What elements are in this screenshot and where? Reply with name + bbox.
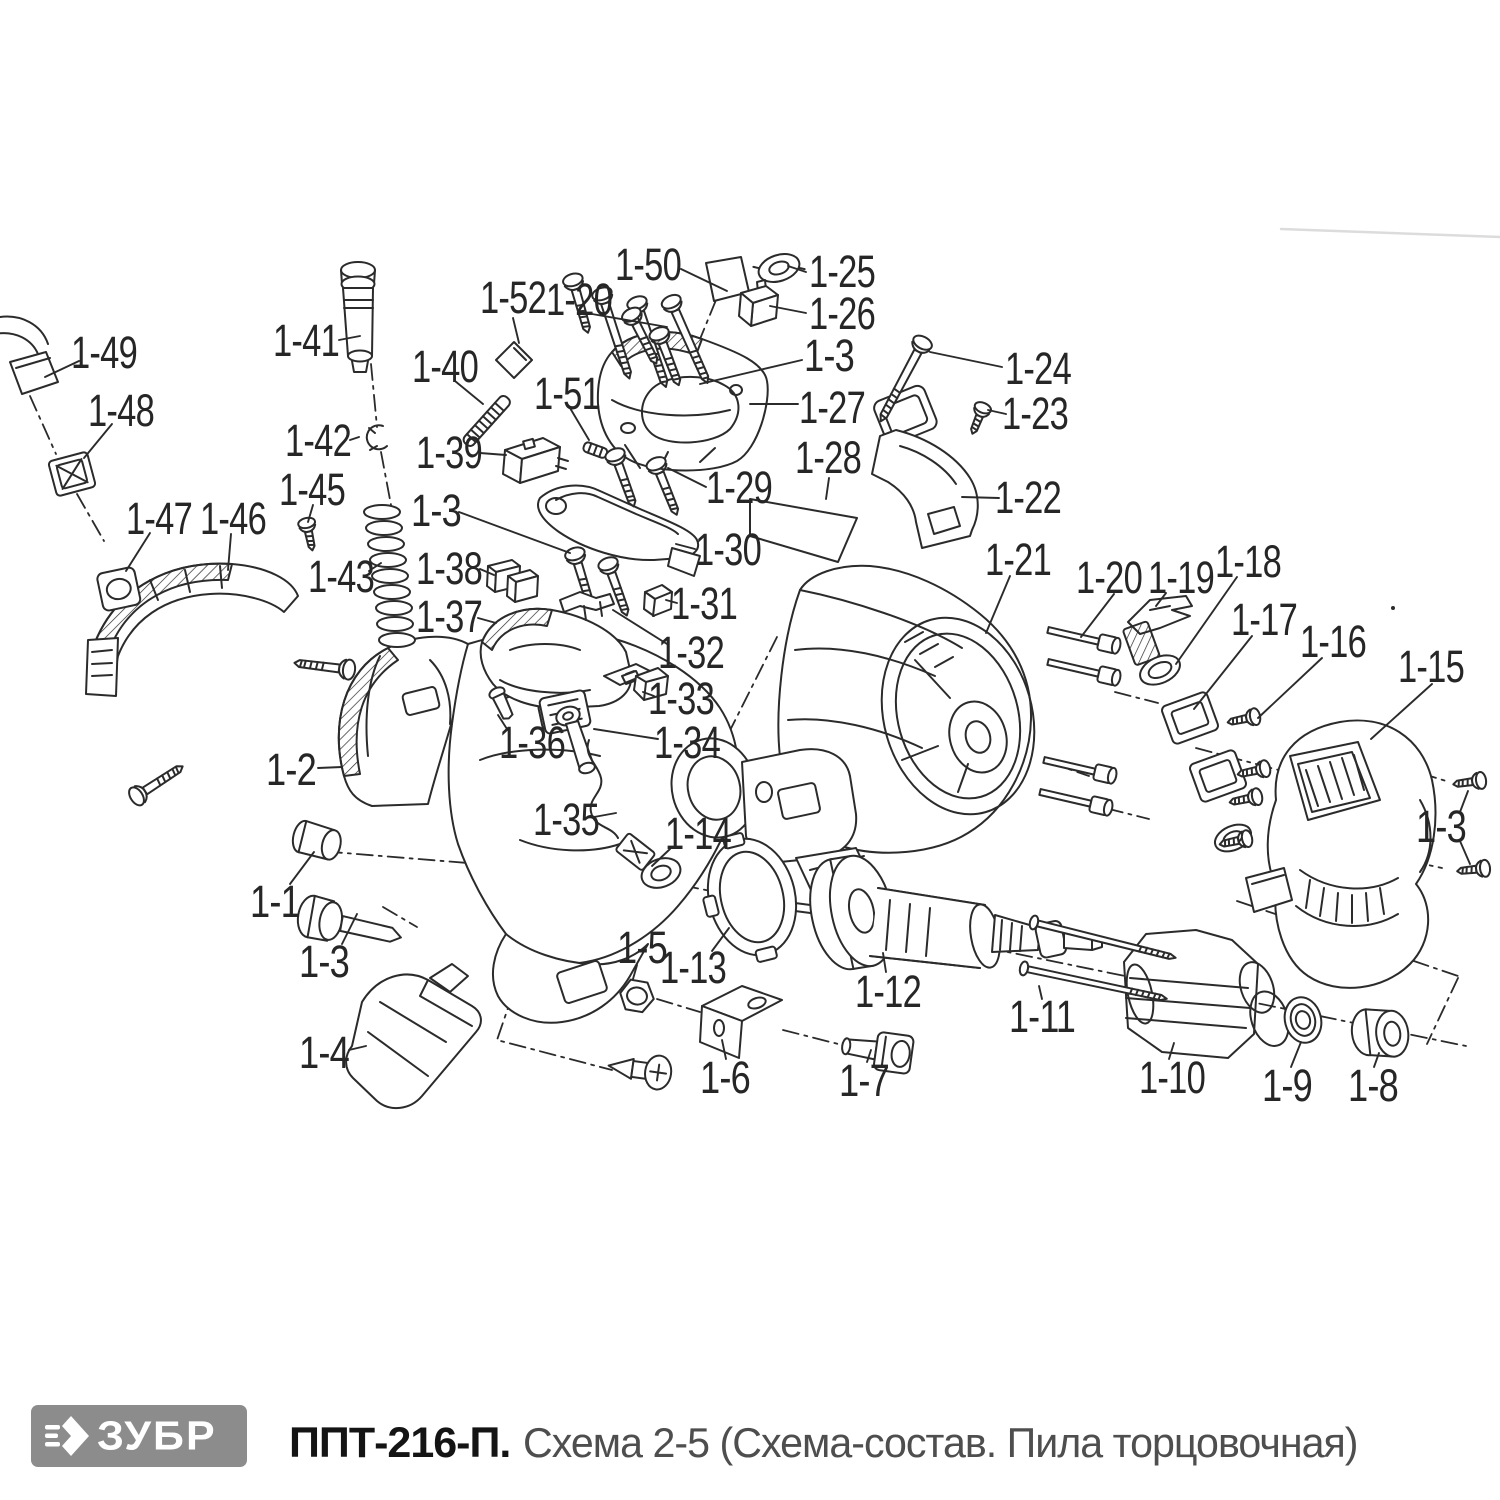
part-screw-1-44 xyxy=(293,653,356,680)
part-label-1-25: 1-25 xyxy=(809,246,875,297)
brand-logo-icon xyxy=(45,1413,89,1459)
part-sleeve xyxy=(1350,1005,1411,1061)
part-label-1-6: 1-6 xyxy=(700,1052,750,1103)
part-lock-lever xyxy=(538,486,700,576)
doc-model: ППТ-216-П. xyxy=(289,1418,511,1467)
part-label-1-43: 1-43 xyxy=(308,551,374,602)
part-label-1-16: 1-16 xyxy=(1300,616,1366,667)
part-gasket xyxy=(96,566,141,611)
part-label-1-3: 1-3 xyxy=(1416,801,1466,852)
part-chip-chute xyxy=(346,964,481,1108)
part-label-1-18: 1-18 xyxy=(1215,536,1281,587)
doc-title xyxy=(289,1386,1375,1500)
part-bushing xyxy=(290,819,344,862)
part-label-1-32: 1-32 xyxy=(658,627,724,678)
part-label-1-11: 1-11 xyxy=(1009,991,1075,1042)
part-brush-holder-a xyxy=(1161,691,1220,745)
part-label-1-4: 1-4 xyxy=(299,1027,349,1078)
part-label-1-7: 1-7 xyxy=(839,1055,889,1106)
part-label-1-51: 1-51 xyxy=(534,368,600,419)
part-label-1-15: 1-15 xyxy=(1398,641,1464,692)
ink-speck xyxy=(1391,606,1395,610)
part-square-nut xyxy=(48,451,96,496)
leader-line-1-17 xyxy=(1194,636,1252,709)
part-label-1-23: 1-23 xyxy=(1002,388,1068,439)
part-label-1-46: 1-46 xyxy=(200,493,266,544)
part-brush-blocks xyxy=(487,560,538,602)
leader-line-1-39 xyxy=(480,453,506,455)
part-label-1-49: 1-49 xyxy=(71,327,137,378)
part-screw-duct xyxy=(126,758,188,808)
parts-layer xyxy=(0,248,1491,1108)
part-label-1-8: 1-8 xyxy=(1348,1060,1398,1111)
part-label-1-31: 1-31 xyxy=(671,578,737,629)
part-label-1-38: 1-38 xyxy=(416,543,482,594)
part-bracket xyxy=(700,986,782,1058)
part-label-1-48: 1-48 xyxy=(88,385,154,436)
part-label-1-10: 1-10 xyxy=(1139,1052,1205,1103)
leader-line-1-16 xyxy=(1258,658,1322,718)
part-label-1-1: 1-1 xyxy=(250,876,300,927)
part-brush-holder-b xyxy=(1189,749,1248,803)
part-screw-1-23 xyxy=(965,400,993,437)
part-hook xyxy=(0,317,58,394)
part-label-1-14: 1-14 xyxy=(665,808,731,859)
part-label-1-5: 1-5 xyxy=(617,922,667,973)
part-label-1-20: 1-20 xyxy=(1076,552,1142,603)
leader-line-1-15 xyxy=(1371,684,1432,739)
part-switch xyxy=(503,438,568,483)
footer-bar xyxy=(0,1386,1500,1500)
part-label-1-50: 1-50 xyxy=(615,239,681,290)
part-label-1-26: 1-26 xyxy=(809,288,875,339)
part-label-1-17: 1-17 xyxy=(1231,594,1297,645)
part-label-1-29: 1-29 xyxy=(706,462,772,513)
part-label-1-52: 1-52 xyxy=(480,272,546,323)
part-label-1-40: 1-40 xyxy=(412,341,478,392)
part-label-1-2: 1-2 xyxy=(266,744,316,795)
part-label-1-19: 1-19 xyxy=(1148,552,1214,603)
part-long-bolts xyxy=(1038,622,1122,816)
part-label-1-47: 1-47 xyxy=(126,493,192,544)
part-phillips-screw xyxy=(606,1049,673,1091)
part-label-1-12: 1-12 xyxy=(855,966,921,1017)
part-label-1-42: 1-42 xyxy=(285,415,351,466)
part-label-1-35: 1-35 xyxy=(533,794,599,845)
part-rear-cover xyxy=(1268,720,1436,987)
part-label-1-3: 1-3 xyxy=(804,330,854,381)
part-diamond-plate xyxy=(496,342,532,378)
part-label-1-3: 1-3 xyxy=(299,936,349,987)
brand-name: ЗУБР xyxy=(97,1412,217,1459)
part-small-pin xyxy=(582,441,608,459)
page-edge-line xyxy=(1281,229,1500,237)
part-armature xyxy=(795,849,1102,976)
leader-line-1-2 xyxy=(318,767,342,768)
part-label-1-9: 1-9 xyxy=(1262,1060,1312,1111)
part-label-1-45: 1-45 xyxy=(279,464,345,515)
brand-logo xyxy=(31,1405,247,1467)
part-label-1-22: 1-22 xyxy=(995,472,1061,523)
leader-line-1-24 xyxy=(930,352,1002,367)
part-e-clip xyxy=(367,425,387,450)
part-lock-pin xyxy=(341,262,375,372)
doc-subtitle: Схема 2-5 (Схема-состав. Пила торцовочная) xyxy=(523,1419,1358,1466)
part-label-1-27: 1-27 xyxy=(799,382,865,433)
part-label-1-34: 1-34 xyxy=(654,717,720,768)
part-label-1-39: 1-39 xyxy=(416,427,482,478)
part-label-1-28: 1-28 xyxy=(795,432,861,483)
part-label-1-30: 1-30 xyxy=(695,524,761,575)
part-label-1-33: 1-33 xyxy=(648,673,714,724)
part-label-1-13: 1-13 xyxy=(660,942,726,993)
leader-line-1-42 xyxy=(350,437,359,440)
part-label-1-37: 1-37 xyxy=(416,591,482,642)
part-label-1-20: 1-20 xyxy=(546,274,612,325)
part-label-1-41: 1-41 xyxy=(273,315,339,366)
part-label-1-3: 1-3 xyxy=(411,485,461,536)
part-label-1-36: 1-36 xyxy=(499,717,565,768)
part-label-1-21: 1-21 xyxy=(985,534,1051,585)
leader-line-1-22 xyxy=(962,497,999,498)
part-label-1-24: 1-24 xyxy=(1005,343,1071,394)
